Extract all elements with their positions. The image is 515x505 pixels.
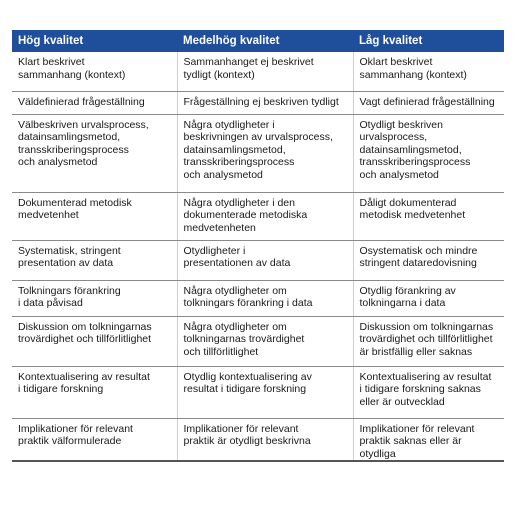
table-row (12, 316, 504, 366)
table-cell: Sammanhanget ej beskrivet tydligt (kontext) (177, 52, 353, 91)
header-low-quality: Låg kvalitet (353, 30, 504, 52)
table-cell: Kontextualisering av resultat i tidigare forskning (12, 366, 177, 418)
table-cell: Diskussion om tolkningarnas trovärdighet och tillförlitlighet (12, 316, 177, 366)
table-cell: Otydligheter i presentationen av data (177, 240, 353, 280)
table-cell: Implikationer för relevant praktik välformulerade (12, 418, 177, 461)
header-medium-quality: Medelhög kvalitet (177, 30, 353, 52)
table-row (12, 280, 504, 316)
table-cell: Otydlig förankring av tolkningarna i data (353, 280, 504, 316)
table-cell: Några otydligheter om tolkningarnas trovärdighet och tillförlitlighet (177, 316, 353, 366)
table-row (12, 240, 504, 280)
table-row (12, 91, 504, 114)
table-cell: Dåligt dokumenterad metodisk medvetenhet (353, 192, 504, 240)
table-cell: Väldefinierad frågeställning (12, 91, 177, 114)
table-row (12, 52, 504, 91)
table-header-row (12, 30, 504, 52)
table-cell: Oklart beskrivet sammanhang (kontext) (353, 52, 504, 91)
table-cell: Otydligt beskriven urvalsprocess, datainsamlingsmetod, transskriberingsprocess och analysmetod (353, 114, 504, 192)
table-row (12, 366, 504, 418)
table-cell: Några otydligheter i beskrivningen av urvalsprocess, datainsamlingsmetod, transskriberingsprocess och analysmetod (177, 114, 353, 192)
table-row (12, 418, 504, 461)
table-cell: Vagt definierad frågeställning (353, 91, 504, 114)
table-cell: Dokumenterad metodisk medvetenhet (12, 192, 177, 240)
table-cell: Klart beskrivet sammanhang (kontext) (12, 52, 177, 91)
table-cell: Några otydligheter i den dokumenterade metodiska medvetenheten (177, 192, 353, 240)
table-cell: Diskussion om tolkningarnas trovärdighet och tillförlitlighet är bristfällig eller saknas (353, 316, 504, 366)
table-cell: Tolkningars förankring i data påvisad (12, 280, 177, 316)
table-cell: Kontextualisering av resultat i tidigare forskning saknas eller är outvecklad (353, 366, 504, 418)
table-cell: Systematisk, stringent presentation av data (12, 240, 177, 280)
table-cell: Frågeställning ej beskriven tydligt (177, 91, 353, 114)
table-cell: Implikationer för relevant praktik saknas eller är otydliga (353, 418, 504, 461)
quality-criteria-table (12, 30, 504, 462)
header-high-quality: Hög kvalitet (12, 30, 177, 52)
table-cell: Otydlig kontextualisering av resultat i tidigare forskning (177, 366, 353, 418)
table-cell: Implikationer för relevant praktik är otydligt beskrivna (177, 418, 353, 461)
table-row (12, 114, 504, 192)
table-cell: Några otydligheter om tolkningars förankring i data (177, 280, 353, 316)
table-cell: Osystematisk och mindre stringent dataredovisning (353, 240, 504, 280)
table-cell: Välbeskriven urvalsprocess, datainsamlingsmetod, transskriberingsprocess och analysmetod (12, 114, 177, 192)
table-row (12, 192, 504, 240)
